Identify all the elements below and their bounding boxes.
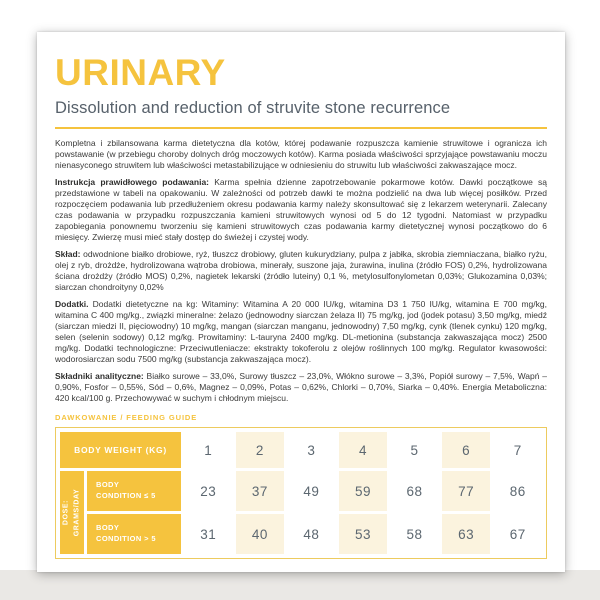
dose-value-le5-7kg: 86 (509, 483, 526, 499)
feeding-guide-grid (60, 432, 542, 554)
weight-header-cell-7: 7 (513, 442, 522, 458)
additives-paragraph (55, 299, 547, 365)
body-condition-gt5-label-line1: BODY (96, 523, 120, 533)
weight-header-cell-4: 4 (339, 432, 388, 468)
feeding-instructions-text: Karma spełnia dzienne zapotrzebowanie pokarmowe kotów. Dawki początkowe są przedstawione w tabeli na opakowaniu. W zależności od potrzeb dawki te można podzielić na dwa lub więcej posiłków. Przed rozpoczęciem podawania lub przedłużeniem okresu podawania karmy należy skonsultować się z lekarzem weterynarii. Zalecany czas podawania w przypadku rozpuszczania kamieni struwitowych wynosi od 5 do 12 tygodni. Natomiast w przypadku zapobiegania ponownemu tworzeniu się kamieni struwitowych czas podawania karmy dietetycznej wynosi początkowo do 6 miesięcy. Zwierzę musi mieć stały dostęp do świeżej i czystej wody. (55, 177, 547, 242)
body-condition-le5-label-line2: CONDITION ≤ 5 (96, 491, 156, 500)
composition-paragraph (55, 249, 547, 293)
body-condition-gt5-row-label (87, 514, 181, 554)
description-paragraph (55, 138, 547, 171)
dose-value-le5-2kg: 37 (236, 471, 285, 511)
weight-header-cell-2: 2 (236, 432, 285, 468)
dose-value-gt5-7kg: 67 (509, 526, 526, 542)
product-info-card (37, 32, 565, 572)
composition-text: odwodnione białko drobiowe, ryż, tłuszcz drobiowy, gluten kukurydziany, pulpa z jabłka, skrobia ziemniaczana, białko ryżu, olej z ryb, drożdże, hydrolizowana wątroba drobiowa, minerały, suszone jaja, żurawina, inulina (źródło FOS) 0,2%, hydrolizowana ściana drożdży (źródło MOS) 0,2%, nagietek lekarski (źródło luteiny) 0,1 %, metylosulfonylometan 0,03%; Glukozamina 0,03%; siarczan chondroityny 0,02% (55, 249, 547, 292)
feeding-guide-section-label: DAWKOWANIE / FEEDING GUIDE (55, 413, 198, 422)
dose-value-gt5-2kg: 40 (236, 514, 285, 554)
dose-value-gt5-5kg: 58 (406, 526, 423, 542)
feeding-guide-table (55, 427, 547, 559)
dose-value-gt5-1kg: 31 (200, 526, 217, 542)
description-text: Kompletna i zbilansowana karma dietetyczna dla kotów, której podawanie rozpuszcza kamienie struwitowe i ogranicza ich powstawanie (w przebiegu choroby dolnych dróg moczowych kotów). Karma posiada właściwości sprzyjające powstawaniu moczu nienasyconego struwitem lub właściwości metastabilizujące w odniesieniu do struwitu lub właściwości zakwaszające mocz. (55, 138, 547, 170)
feeding-instructions-paragraph (55, 177, 547, 243)
dose-value-gt5-4kg: 53 (339, 514, 388, 554)
dose-value-gt5-3kg: 48 (303, 526, 320, 542)
dose-axis-label-cell (60, 471, 84, 554)
analytical-constituents-text: Białko surowe – 33,0%, Surowy tłuszcz – 23,0%, Włókno surowe – 3,3%, Popiół surowy – 7,5%, Wapń – 0,90%, Fosfor – 0,55%, Sód – 0,6%, Magnez – 0,09%, Potas – 0,62%, Chlorki – 0,70%, Siarka – 0,40%. Energia Metaboliczna: 420 kcal/100 g. Przechowywać w suchym i chłodnym miejscu. (55, 371, 547, 403)
body-condition-le5-row-label (87, 471, 181, 511)
dose-value-gt5-6kg: 63 (442, 514, 491, 554)
dose-value-le5-4kg: 59 (339, 471, 388, 511)
body-condition-le5-label-line1: BODY (96, 480, 120, 490)
analytical-constituents-paragraph (55, 371, 547, 404)
weight-header-cell-1: 1 (204, 442, 213, 458)
product-name: URINARY (55, 52, 226, 93)
dose-value-le5-3kg: 49 (303, 483, 320, 499)
body-weight-header-cell: BODY WEIGHT (KG) (60, 432, 181, 468)
analytical-constituents-lead: Składniki analityczne: (55, 371, 147, 381)
dose-value-le5-5kg: 68 (406, 483, 423, 499)
dose-value-le5-6kg: 77 (442, 471, 491, 511)
dose-axis-label-line2: GRAMS/DAY (73, 488, 81, 537)
background-surface (0, 570, 600, 600)
dose-axis-label (62, 489, 83, 537)
product-tagline: Dissolution and reduction of struvite stone recurrence (55, 99, 451, 117)
weight-header-cell-3: 3 (307, 442, 316, 458)
feeding-instructions-lead: Instrukcja prawidłowego podawania: (55, 177, 215, 187)
weight-header-cell-5: 5 (410, 442, 419, 458)
dose-value-le5-1kg: 23 (200, 483, 217, 499)
divider (55, 127, 547, 129)
additives-lead: Dodatki. (55, 299, 93, 309)
body-condition-gt5-label-line2: CONDITION > 5 (96, 534, 156, 543)
dose-axis-label-line1: DOSE: (62, 499, 70, 526)
composition-lead: Skład: (55, 249, 84, 259)
additives-text: Dodatki dietetyczne na kg: Witaminy: Witamina A 20 000 IU/kg, witamina D3 1 750 IU/kg, witamina E 700 mg/kg, witamina C 400 mg/kg., związki mineralne: żelazo (jednowodny siarczan żelaza II) 75 mg/kg, jod (jodek potasu) 3,50 mg/kg, miedź (siarczan miedzi II, pięciowodny) 10 mg/kg, mangan (siarczan manganu, jednowodny) 7,50 mg/kg, cynk (tlenek cynku) 120 mg/kg, selen (selenin sodowy) 0,12 mg/kg. Prowitaminy: L-tauryna 2400 mg/kg. DL-metionina (substancja zakwaszająca mocz) 2500 mg/kg. Dodatki technologiczne: Przeciwutleniacze: ekstrakty tokoferolu z olejów roślinnych 100 mg/kg. Regulator kwasowości: wodorosiarczan sodu 7500 mg/kg (substancja zakwaszająca mocz). (55, 299, 547, 364)
weight-header-cell-6: 6 (442, 432, 491, 468)
